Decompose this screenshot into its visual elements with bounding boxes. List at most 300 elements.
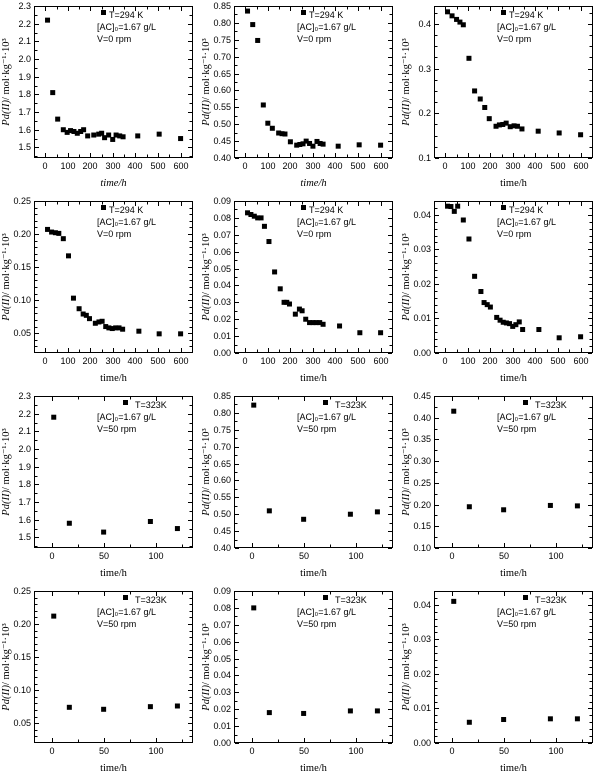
y-tick-label: 2.2 — [18, 409, 31, 419]
y-tick-label: 0.75 — [213, 425, 231, 435]
y-tick-label: 0.80 — [213, 408, 231, 418]
data-point — [91, 133, 96, 138]
scatter-plot-6 — [400, 195, 600, 390]
x-tick-label: 300 — [305, 161, 321, 171]
x-tick-label: 200 — [482, 161, 498, 171]
legend-line: T=323K — [135, 400, 167, 410]
y-axis-label: Pd(II)/ mol·kg⁻¹·10³ — [401, 38, 412, 126]
y-tick-label: 0.15 — [413, 521, 431, 531]
y-tick-label: 1.6 — [18, 515, 31, 525]
data-point — [121, 134, 126, 139]
data-point — [175, 703, 180, 708]
plot-cell-8 — [200, 390, 400, 585]
data-point — [261, 102, 266, 107]
data-point — [467, 504, 472, 509]
legend-line: T=294 K — [109, 205, 144, 215]
x-tick-label: 200 — [482, 356, 498, 366]
legend-marker — [501, 205, 506, 210]
y-tick-label: 0.01 — [213, 721, 231, 731]
data-point — [136, 329, 141, 334]
data-point — [245, 9, 250, 14]
y-tick-label: 1.9 — [18, 72, 31, 82]
data-point — [101, 530, 106, 535]
y-tick-label: 1.7 — [18, 107, 31, 117]
data-point — [455, 204, 460, 209]
x-tick-label: 100 — [460, 356, 476, 366]
y-tick-label: 0.00 — [213, 738, 231, 748]
y-axis-label: Pd(II)/ mol·kg⁻¹·10³ — [1, 428, 12, 516]
data-point — [99, 131, 104, 136]
x-tick-label: 600 — [173, 356, 189, 366]
x-tick-label: 0 — [442, 356, 448, 366]
y-tick-label: 0.01 — [213, 331, 231, 341]
data-point — [81, 127, 86, 132]
y-tick-label: 0.08 — [213, 213, 231, 223]
y-tick-label: 1.8 — [18, 89, 31, 99]
plot-cell-7 — [0, 390, 200, 585]
plot-cell-4 — [0, 195, 200, 390]
data-point — [478, 96, 483, 101]
data-point — [472, 88, 477, 93]
data-point — [120, 327, 125, 332]
x-tick-label: 600 — [573, 356, 589, 366]
data-point — [106, 133, 111, 138]
y-tick-label: 0.1 — [418, 153, 431, 163]
y-tick-label: 0.20 — [13, 619, 31, 629]
x-axis-label: time/h — [500, 178, 527, 189]
y-tick-label: 0.65 — [213, 69, 231, 79]
legend-marker — [323, 595, 328, 600]
data-point — [310, 144, 315, 149]
y-tick-label: 0.07 — [213, 230, 231, 240]
y-tick-label: 0.05 — [13, 328, 31, 338]
data-point — [501, 717, 506, 722]
x-tick-label: 100 — [260, 356, 276, 366]
data-point — [272, 269, 277, 274]
y-axis-label: Pd(II)/ mol·kg⁻¹·10³ — [1, 233, 12, 321]
x-tick-label: 500 — [350, 161, 366, 171]
legend-line: T=323K — [535, 595, 567, 605]
legend-line: [AC]₀=1.67 g/L — [497, 217, 557, 227]
x-tick-label: 100 — [148, 746, 164, 756]
y-axis-label: Pd(II)/ mol·kg⁻¹·10³ — [401, 233, 412, 321]
x-tick-label: 400 — [327, 356, 343, 366]
x-tick-label: 50 — [498, 746, 510, 756]
plot-cell-11 — [200, 585, 400, 780]
data-point — [575, 716, 580, 721]
x-tick-label: 500 — [150, 161, 166, 171]
data-point — [301, 711, 306, 716]
y-tick-label: 0.00 — [213, 348, 231, 358]
data-point — [336, 144, 341, 149]
y-tick-label: 0.07 — [213, 620, 231, 630]
data-point — [267, 710, 272, 715]
x-tick-label: 0 — [249, 746, 255, 756]
x-tick-label: 100 — [548, 746, 564, 756]
data-point — [278, 286, 283, 291]
legend-line: V=0 rpm — [497, 229, 532, 239]
y-tick-label: 0.40 — [213, 543, 231, 553]
y-tick-label: 0.50 — [213, 119, 231, 129]
legend-line: [AC]₀=1.67 g/L — [97, 607, 157, 617]
x-tick-label: 400 — [327, 161, 343, 171]
scatter-plot-1 — [0, 0, 200, 195]
plot-cell-6 — [400, 195, 600, 390]
x-axis-label: time/h — [500, 568, 527, 579]
x-tick-label: 0 — [242, 161, 248, 171]
y-tick-label: 2.1 — [18, 426, 31, 436]
x-tick-label: 50 — [98, 551, 110, 561]
y-tick-label: 0.30 — [413, 456, 431, 466]
y-tick-label: 0.60 — [213, 475, 231, 485]
y-tick-label: 0.25 — [13, 196, 31, 206]
data-point — [250, 22, 255, 27]
data-point — [71, 296, 76, 301]
data-point — [51, 415, 56, 420]
y-tick-label: 0.65 — [213, 459, 231, 469]
data-point — [445, 9, 450, 14]
legend-line: [AC]₀=1.67 g/L — [97, 217, 157, 227]
x-tick-label: 200 — [82, 161, 98, 171]
x-tick-label: 500 — [150, 356, 166, 366]
legend-line: T=323K — [135, 595, 167, 605]
y-tick-label: 0.55 — [213, 102, 231, 112]
legend-line: V=0 rpm — [497, 34, 532, 44]
x-tick-label: 100 — [460, 161, 476, 171]
data-point — [301, 517, 306, 522]
scatter-plot-10 — [0, 585, 200, 780]
y-tick-label: 0.10 — [13, 685, 31, 695]
y-axis-label: Pd(II)/ mol·kg⁻¹·10³ — [401, 623, 412, 711]
x-tick-label: 100 — [60, 161, 76, 171]
legend-line: V=50 rpm — [497, 619, 537, 629]
y-tick-label: 1.8 — [18, 479, 31, 489]
y-tick-label: 2.0 — [18, 444, 31, 454]
data-point — [259, 215, 264, 220]
x-tick-label: 600 — [573, 161, 589, 171]
legend-marker — [523, 400, 528, 405]
y-tick-label: 0.15 — [13, 652, 31, 662]
x-tick-label: 400 — [527, 356, 543, 366]
y-tick-label: 0.40 — [413, 413, 431, 423]
data-point — [375, 708, 380, 713]
data-point — [515, 124, 520, 129]
y-tick-label: 0.70 — [213, 442, 231, 452]
x-axis-label: time/h — [100, 763, 127, 774]
data-point — [175, 526, 180, 531]
y-tick-label: 0.04 — [413, 600, 431, 610]
legend-line: [AC]₀=1.67 g/L — [497, 22, 557, 32]
y-tick-label: 0.70 — [213, 52, 231, 62]
data-point — [548, 716, 553, 721]
y-tick-label: 0.03 — [213, 687, 231, 697]
data-point — [110, 137, 115, 142]
data-point — [55, 117, 60, 122]
legend-marker — [123, 595, 128, 600]
data-point — [157, 132, 162, 137]
legend-marker — [323, 400, 328, 405]
y-tick-label: 0.06 — [213, 247, 231, 257]
data-point — [148, 704, 153, 709]
legend-line: V=0 rpm — [97, 34, 132, 44]
data-point — [461, 218, 466, 223]
x-axis-label: time/h — [100, 373, 127, 384]
data-point — [451, 599, 456, 604]
x-tick-label: 100 — [148, 551, 164, 561]
y-tick-label: 0.05 — [13, 718, 31, 728]
legend-line: [AC]₀=1.67 g/L — [297, 217, 357, 227]
data-point — [251, 403, 256, 408]
data-point — [288, 139, 293, 144]
y-tick-label: 0.08 — [213, 603, 231, 613]
x-tick-label: 400 — [127, 161, 143, 171]
data-point — [375, 509, 380, 514]
data-point — [61, 236, 66, 241]
data-point — [157, 331, 162, 336]
y-tick-label: 0.04 — [213, 670, 231, 680]
y-tick-label: 0.20 — [413, 500, 431, 510]
x-tick-label: 0 — [249, 551, 255, 561]
x-tick-label: 50 — [298, 746, 310, 756]
y-tick-label: 0.04 — [213, 280, 231, 290]
x-tick-label: 400 — [527, 161, 543, 171]
x-tick-label: 0 — [242, 356, 248, 366]
legend-line: [AC]₀=1.67 g/L — [497, 412, 557, 422]
y-tick-label: 0.75 — [213, 35, 231, 45]
data-point — [450, 13, 455, 18]
y-tick-label: 0.10 — [413, 543, 431, 553]
legend-marker — [101, 10, 106, 15]
data-point — [348, 512, 353, 517]
x-tick-label: 600 — [173, 161, 189, 171]
x-tick-label: 200 — [82, 356, 98, 366]
legend-marker — [301, 205, 306, 210]
y-tick-label: 0.09 — [213, 586, 231, 596]
data-point — [135, 133, 140, 138]
data-point — [56, 231, 61, 236]
plot-cell-5 — [200, 195, 400, 390]
data-point — [293, 312, 298, 317]
y-axis-label: Pd(II)/ mol·kg⁻¹·10³ — [401, 428, 412, 516]
y-tick-label: 0.25 — [413, 478, 431, 488]
x-axis-label: time/h — [300, 763, 327, 774]
y-tick-label: 1.5 — [18, 142, 31, 152]
scatter-plot-3 — [400, 0, 600, 195]
data-point — [178, 136, 183, 141]
legend-marker — [101, 205, 106, 210]
data-point — [466, 56, 471, 61]
data-point — [578, 334, 583, 339]
x-tick-label: 50 — [98, 746, 110, 756]
data-point — [378, 330, 383, 335]
legend-marker — [501, 10, 506, 15]
y-tick-label: 2.0 — [18, 54, 31, 64]
y-tick-label: 0.02 — [413, 669, 431, 679]
y-tick-label: 0.04 — [413, 210, 431, 220]
data-point — [578, 132, 583, 137]
y-tick-label: 0.02 — [413, 279, 431, 289]
y-tick-label: 0.45 — [213, 136, 231, 146]
y-axis-label: Pd(II)/ mol·kg⁻¹·10³ — [201, 428, 212, 516]
x-tick-label: 0 — [442, 161, 448, 171]
data-point — [66, 253, 71, 258]
data-point — [321, 142, 326, 147]
scatter-plot-8 — [200, 390, 400, 585]
x-tick-label: 400 — [127, 356, 143, 366]
data-point — [482, 105, 487, 110]
y-tick-label: 0.25 — [13, 586, 31, 596]
y-tick-label: 0.2 — [418, 108, 431, 118]
data-point — [51, 614, 56, 619]
y-tick-label: 0.05 — [213, 264, 231, 274]
y-axis-label: Pd(II)/ mol·kg⁻¹·10³ — [201, 233, 212, 321]
legend-marker — [523, 595, 528, 600]
legend-line: V=50 rpm — [97, 424, 137, 434]
x-axis-label: time/h — [300, 373, 327, 384]
y-tick-label: 0.85 — [213, 1, 231, 11]
y-tick-label: 0.05 — [213, 654, 231, 664]
scatter-plot-11 — [200, 585, 400, 780]
data-point — [265, 121, 270, 126]
data-point — [337, 323, 342, 328]
y-tick-label: 2.3 — [18, 391, 31, 401]
plot-cell-10 — [0, 585, 200, 780]
data-point — [67, 521, 72, 526]
x-tick-label: 100 — [260, 161, 276, 171]
data-point — [50, 90, 55, 95]
data-point — [378, 143, 383, 148]
y-tick-label: 0.01 — [413, 313, 431, 323]
scatter-plot-9 — [400, 390, 600, 585]
y-tick-label: 2.3 — [18, 1, 31, 11]
data-point — [148, 519, 153, 524]
scatter-plot-7 — [0, 390, 200, 585]
x-tick-label: 300 — [105, 356, 121, 366]
legend-line: V=50 rpm — [297, 619, 337, 629]
plot-cell-9 — [400, 390, 600, 585]
legend-line: T=323K — [535, 400, 567, 410]
legend-line: V=50 rpm — [297, 424, 337, 434]
x-tick-label: 100 — [348, 746, 364, 756]
y-tick-label: 1.9 — [18, 462, 31, 472]
y-tick-label: 1.5 — [18, 532, 31, 542]
legend-marker — [301, 10, 306, 15]
y-tick-label: 0.00 — [413, 738, 431, 748]
legend-line: T=294 K — [509, 10, 544, 20]
x-axis-label: time/h — [300, 568, 327, 579]
data-point — [85, 133, 90, 138]
legend-line: V=0 rpm — [97, 229, 132, 239]
y-tick-label: 0.02 — [213, 704, 231, 714]
x-axis-label: time/h — [300, 178, 327, 189]
legend-line: [AC]₀=1.67 g/L — [97, 22, 157, 32]
x-tick-label: 300 — [505, 161, 521, 171]
x-tick-label: 500 — [550, 161, 566, 171]
legend-line: V=50 rpm — [497, 424, 537, 434]
y-tick-label: 0.80 — [213, 18, 231, 28]
data-point — [536, 129, 541, 134]
data-point — [520, 327, 525, 332]
plot-cell-12 — [400, 585, 600, 780]
legend-line: T=323K — [335, 595, 367, 605]
data-point — [452, 209, 457, 214]
x-tick-label: 500 — [550, 356, 566, 366]
data-point — [501, 507, 506, 512]
plot-cell-1 — [0, 0, 200, 195]
x-tick-label: 50 — [498, 551, 510, 561]
x-tick-label: 600 — [373, 356, 389, 366]
data-point — [548, 503, 553, 508]
y-tick-label: 2.2 — [18, 19, 31, 29]
y-tick-label: 0.60 — [213, 85, 231, 95]
x-tick-label: 0 — [449, 746, 455, 756]
legend-line: [AC]₀=1.67 g/L — [497, 607, 557, 617]
y-tick-label: 0.50 — [213, 509, 231, 519]
x-tick-label: 300 — [105, 161, 121, 171]
legend-line: V=50 rpm — [97, 619, 137, 629]
y-axis-label: Pd(II)/ mol·kg⁻¹·10³ — [201, 38, 212, 126]
legend-line: T=294 K — [309, 205, 344, 215]
data-point — [251, 605, 256, 610]
y-tick-label: 0.4 — [418, 19, 431, 29]
y-tick-label: 0.35 — [413, 434, 431, 444]
data-point — [266, 239, 271, 244]
legend-line: V=0 rpm — [297, 229, 332, 239]
x-axis-label: time/h — [100, 178, 127, 189]
legend-line: T=294 K — [309, 10, 344, 20]
y-tick-label: 0.03 — [413, 634, 431, 644]
y-tick-label: 0.01 — [413, 703, 431, 713]
data-point — [178, 331, 183, 336]
data-point — [461, 22, 466, 27]
legend-line: T=294 K — [509, 205, 544, 215]
x-tick-label: 50 — [298, 551, 310, 561]
data-point — [448, 204, 453, 209]
data-point — [478, 289, 483, 294]
data-point — [487, 116, 492, 121]
data-point — [557, 335, 562, 340]
data-point — [517, 319, 522, 324]
legend-line: T=294 K — [109, 10, 144, 20]
scatter-plot-5 — [200, 195, 400, 390]
data-point — [472, 274, 477, 279]
data-point — [575, 503, 580, 508]
y-tick-label: 0.45 — [213, 526, 231, 536]
plot-cell-3 — [400, 0, 600, 195]
x-tick-label: 0 — [449, 551, 455, 561]
data-point — [488, 305, 493, 310]
data-point — [101, 707, 106, 712]
scatter-plot-12 — [400, 585, 600, 780]
legend-marker — [123, 400, 128, 405]
data-point — [77, 306, 82, 311]
data-point — [536, 327, 541, 332]
data-point — [300, 308, 305, 313]
data-point — [270, 126, 275, 131]
legend-line: [AC]₀=1.67 g/L — [297, 412, 357, 422]
legend-line: T=323K — [335, 400, 367, 410]
legend-line: [AC]₀=1.67 g/L — [97, 412, 157, 422]
x-axis-label: time/h — [500, 373, 527, 384]
data-point — [467, 720, 472, 725]
data-point — [321, 322, 326, 327]
data-point — [466, 237, 471, 242]
data-point — [100, 319, 105, 324]
y-tick-label: 2.1 — [18, 36, 31, 46]
data-point — [348, 708, 353, 713]
y-tick-label: 0.06 — [213, 637, 231, 647]
data-point — [87, 316, 92, 321]
